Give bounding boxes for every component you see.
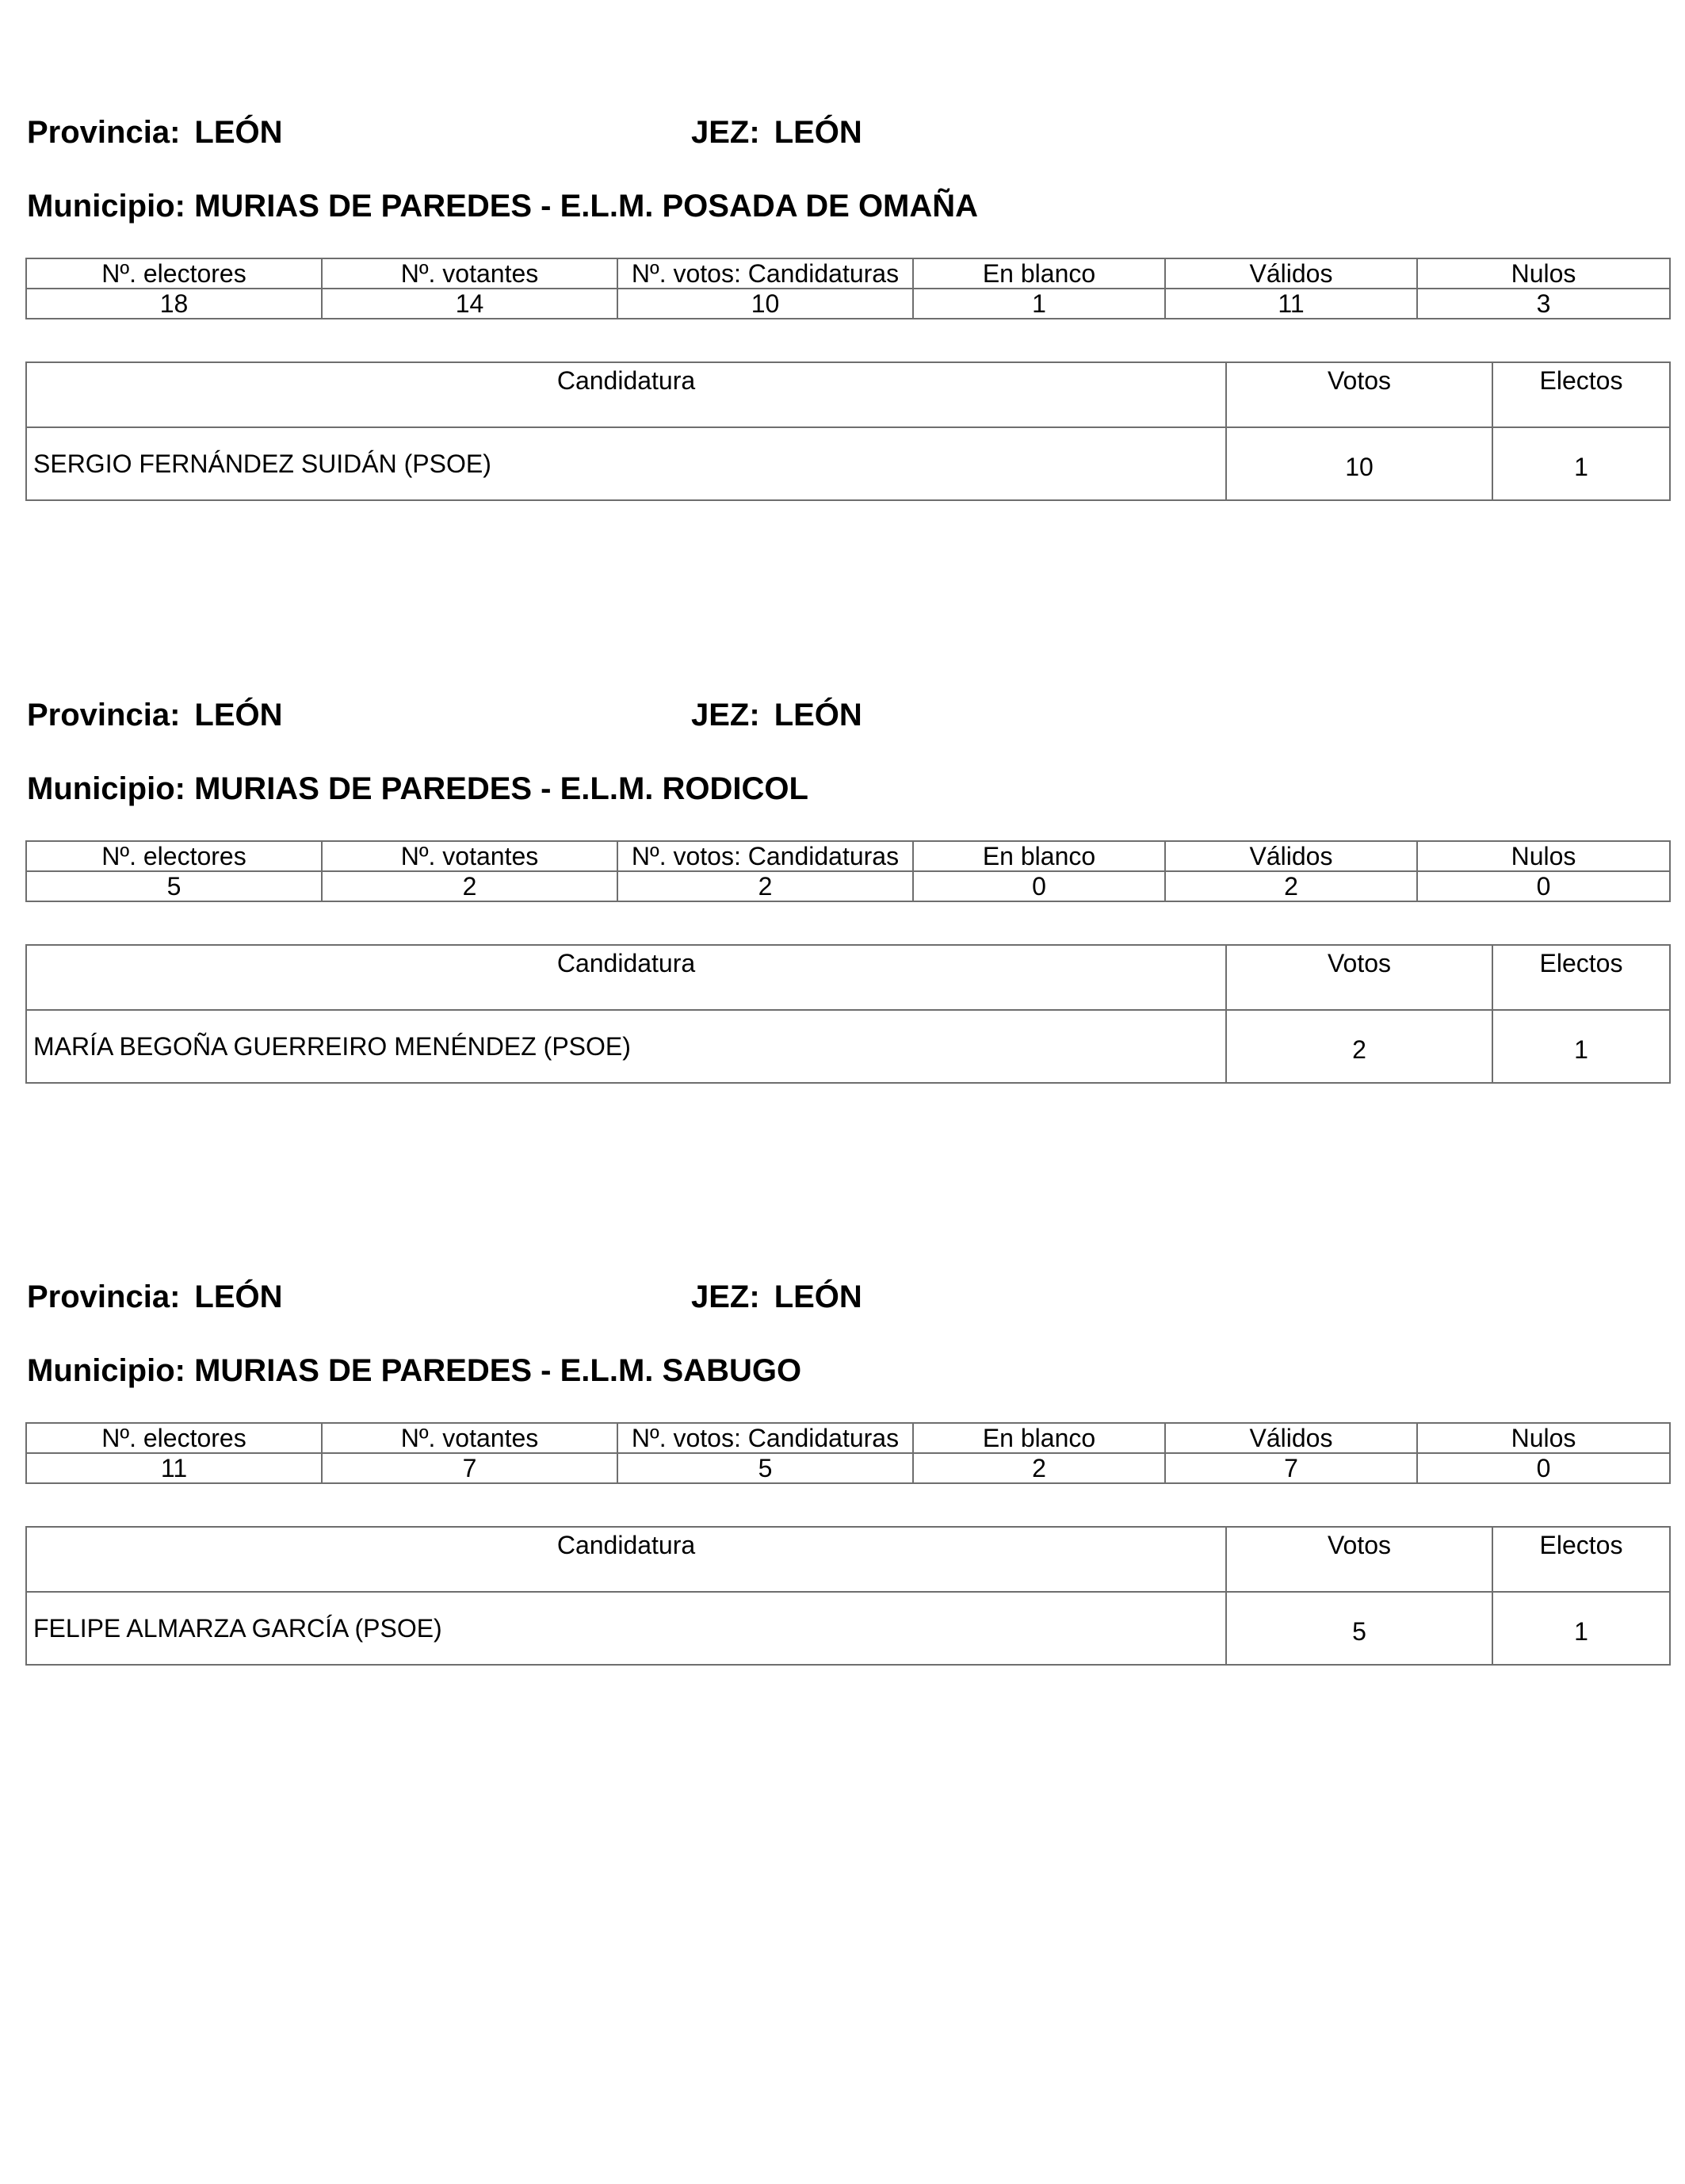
header-nulos: Nulos <box>1417 1423 1670 1453</box>
municipio-label: Municipio: <box>27 1353 185 1388</box>
header-electos: Electos <box>1492 362 1670 427</box>
jez-header <box>691 696 862 734</box>
candidates-table <box>25 361 1671 501</box>
candidate-row <box>26 427 1670 500</box>
candidate-electos: 1 <box>1492 1010 1670 1083</box>
stats-table <box>25 840 1671 902</box>
municipio-header <box>27 187 978 225</box>
provincia-value: LEÓN <box>194 698 283 732</box>
jez-header <box>691 113 862 151</box>
stats-value-row <box>26 289 1670 319</box>
jez-value: LEÓN <box>774 115 862 150</box>
provincia-label: Provincia: <box>27 115 181 150</box>
value-nulos: 0 <box>1417 871 1670 901</box>
stats-table <box>25 1422 1671 1484</box>
value-en-blanco: 2 <box>913 1453 1165 1483</box>
candidates-header-row <box>26 945 1670 1010</box>
value-electores: 18 <box>26 289 322 319</box>
value-validos: 2 <box>1165 871 1417 901</box>
candidate-votos: 10 <box>1226 427 1492 500</box>
jez-value: LEÓN <box>774 698 862 732</box>
provincia-label: Provincia: <box>27 1279 181 1314</box>
candidate-name: MARÍA BEGOÑA GUERREIRO MENÉNDEZ (PSOE) <box>26 1010 1226 1083</box>
header-votos: Votos <box>1226 1527 1492 1592</box>
jez-label: JEZ: <box>691 698 760 732</box>
provincia-header <box>27 113 283 151</box>
value-nulos: 3 <box>1417 289 1670 319</box>
header-electores: Nº. electores <box>26 841 322 871</box>
header-validos: Válidos <box>1165 258 1417 289</box>
candidate-name: SERGIO FERNÁNDEZ SUIDÁN (PSOE) <box>26 427 1226 500</box>
jez-header <box>691 1278 862 1316</box>
jez-label: JEZ: <box>691 1279 760 1314</box>
value-votos-candidaturas: 10 <box>617 289 913 319</box>
candidates-header-row <box>26 1527 1670 1592</box>
candidates-table <box>25 944 1671 1084</box>
header-votos: Votos <box>1226 945 1492 1010</box>
candidates-header-row <box>26 362 1670 427</box>
provincia-value: LEÓN <box>194 1279 283 1314</box>
stats-header-row <box>26 1423 1670 1453</box>
provincia-label: Provincia: <box>27 698 181 732</box>
stats-header-row <box>26 258 1670 289</box>
candidate-votos: 2 <box>1226 1010 1492 1083</box>
header-votantes: Nº. votantes <box>322 258 617 289</box>
header-validos: Válidos <box>1165 1423 1417 1453</box>
value-validos: 11 <box>1165 289 1417 319</box>
candidate-row <box>26 1010 1670 1083</box>
value-votos-candidaturas: 5 <box>617 1453 913 1483</box>
header-electos: Electos <box>1492 1527 1670 1592</box>
municipio-value: MURIAS DE PAREDES - E.L.M. POSADA DE OMAÑA <box>194 189 979 224</box>
jez-label: JEZ: <box>691 115 760 150</box>
candidates-table <box>25 1526 1671 1666</box>
jez-value: LEÓN <box>774 1279 862 1314</box>
value-validos: 7 <box>1165 1453 1417 1483</box>
municipality-block-sabugo <box>25 1165 1669 1646</box>
header-electores: Nº. electores <box>26 258 322 289</box>
municipio-value: MURIAS DE PAREDES - E.L.M. SABUGO <box>194 1353 802 1388</box>
header-votos: Votos <box>1226 362 1492 427</box>
provincia-header <box>27 696 283 734</box>
header-candidatura: Candidatura <box>26 1527 1226 1592</box>
value-en-blanco: 1 <box>913 289 1165 319</box>
header-candidatura: Candidatura <box>26 362 1226 427</box>
header-votos-candidaturas: Nº. votos: Candidaturas <box>617 1423 913 1453</box>
header-votos-candidaturas: Nº. votos: Candidaturas <box>617 841 913 871</box>
header-en-blanco: En blanco <box>913 1423 1165 1453</box>
value-votantes: 7 <box>322 1453 617 1483</box>
header-en-blanco: En blanco <box>913 841 1165 871</box>
municipio-header <box>27 770 808 808</box>
candidate-votos: 5 <box>1226 1592 1492 1665</box>
municipio-label: Municipio: <box>27 771 185 806</box>
value-electores: 11 <box>26 1453 322 1483</box>
value-votos-candidaturas: 2 <box>617 871 913 901</box>
header-electores: Nº. electores <box>26 1423 322 1453</box>
candidate-electos: 1 <box>1492 427 1670 500</box>
header-nulos: Nulos <box>1417 258 1670 289</box>
provincia-value: LEÓN <box>194 115 283 150</box>
candidate-row <box>26 1592 1670 1665</box>
header-candidatura: Candidatura <box>26 945 1226 1010</box>
value-votantes: 14 <box>322 289 617 319</box>
stats-value-row <box>26 871 1670 901</box>
stats-value-row <box>26 1453 1670 1483</box>
municipio-value: MURIAS DE PAREDES - E.L.M. RODICOL <box>194 771 808 806</box>
header-electos: Electos <box>1492 945 1670 1010</box>
municipio-label: Municipio: <box>27 189 185 224</box>
stats-header-row <box>26 841 1670 871</box>
header-votantes: Nº. votantes <box>322 841 617 871</box>
value-en-blanco: 0 <box>913 871 1165 901</box>
municipality-block-rodicol <box>25 583 1669 1064</box>
header-en-blanco: En blanco <box>913 258 1165 289</box>
header-votantes: Nº. votantes <box>322 1423 617 1453</box>
stats-table <box>25 258 1671 319</box>
value-electores: 5 <box>26 871 322 901</box>
municipio-header <box>27 1352 801 1390</box>
provincia-header <box>27 1278 283 1316</box>
value-nulos: 0 <box>1417 1453 1670 1483</box>
value-votantes: 2 <box>322 871 617 901</box>
header-nulos: Nulos <box>1417 841 1670 871</box>
candidate-name: FELIPE ALMARZA GARCÍA (PSOE) <box>26 1592 1226 1665</box>
header-validos: Válidos <box>1165 841 1417 871</box>
candidate-electos: 1 <box>1492 1592 1670 1665</box>
municipality-block-posada-de-omana <box>25 0 1669 481</box>
header-votos-candidaturas: Nº. votos: Candidaturas <box>617 258 913 289</box>
